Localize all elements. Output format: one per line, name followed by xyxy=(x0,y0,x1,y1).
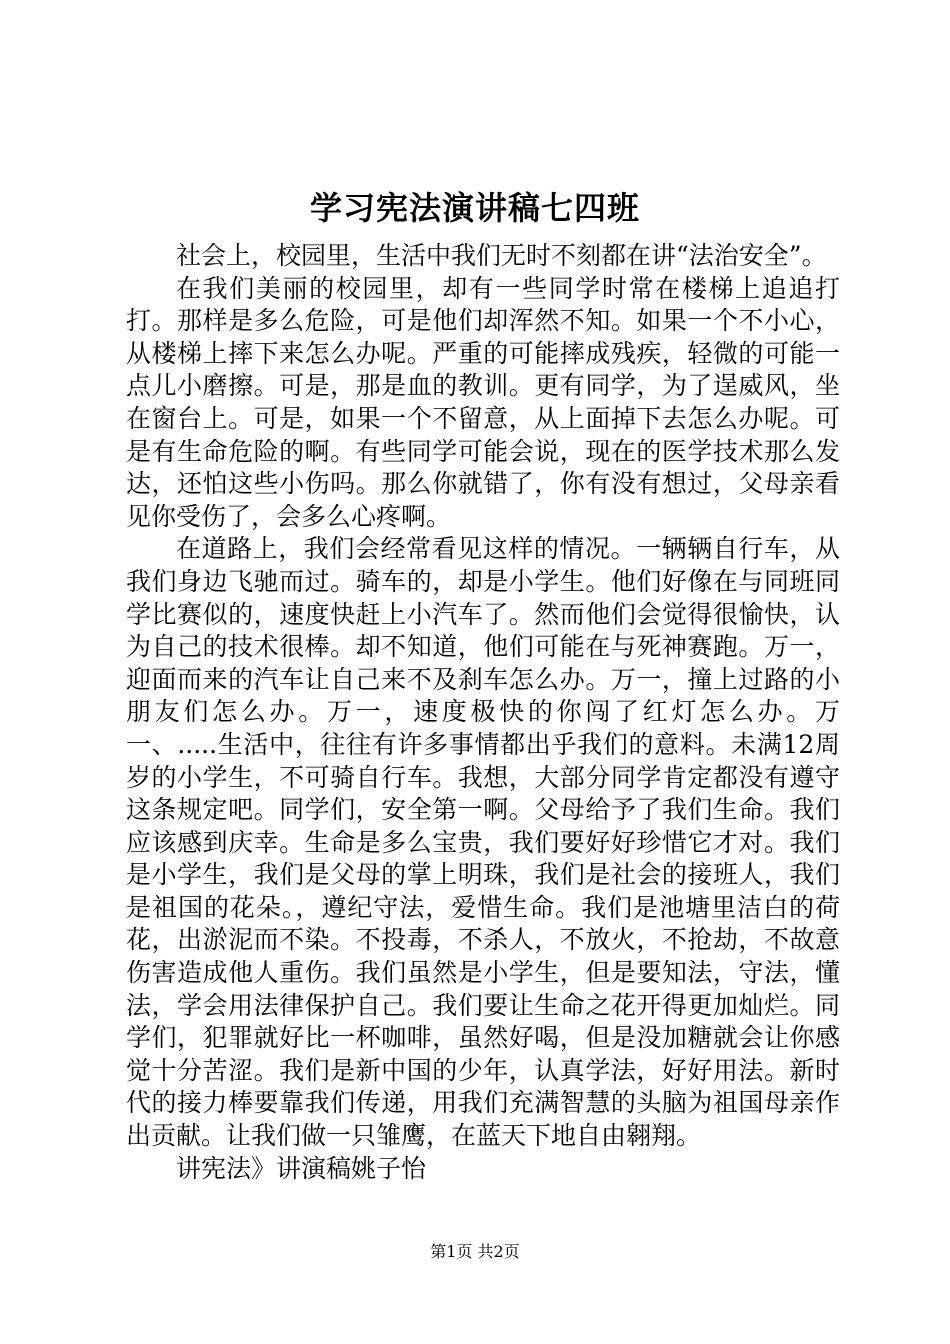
paragraph: 社会上，校园里，生活中我们无时不刻都在讲“法治安全”。 xyxy=(176,241,827,270)
paragraph: 在道路上，我们会经常看见这样的情况。一辆辆自行车，从我们身边飞驰而过。骑车的，却是小学生。他们好像在与同班同学比赛似的，速度快赶上小汽车了。然而他们会觉得很愉快，认为自己的技术很棒。却不知道，他们可能在与死神赛跑。万一，迎面而来的汽车让自己来不及刹车怎么办。万一，撞上过路的小朋友们怎么办。万一，速度极快的你闯了红灯怎么办。万一、.....生活中，往往有许多事情都出乎我们的意料。未满12周岁的小学生，不可骑自行车。我想，大部分同学肯定都没有遵守这条规定吧。同学们，安全第一啊。父母给予了我们生命。我们应该感到庆幸。生命是多么宝贵，我们要好好珍惜它才对。我们是小学生，我们是父母的掌上明珠，我们是社会的接班人，我们是祖国的花朵。，遵纪守法，爱惜生命。我们是池塘里洁白的荷花，出淤泥而不染。不投毒，不杀人，不放火，不抢劫，不故意伤害造成他人重伤。我们虽然是小学生，但是要知法，守法，懂法，学会用法律保护自己。我们要让生命之花开得更加灿烂。同学们，犯罪就好比一杯咖啡，虽然好喝，但是没加糖就会让你感觉十分苦涩。我们是新中国的少年，认真学法，好好用法。新时代的接力棒要靠我们传递，用我们充满智慧的头脑为祖国母亲作出贡献。让我们做一只雏鹰，在蓝天下地自由翱翔。 xyxy=(126,534,840,1151)
document-title: 学习宪法演讲稿七四班 xyxy=(309,189,640,227)
paragraph: 讲宪法》讲演稿姚子怡 xyxy=(176,1153,427,1183)
page-number-footer: 第1页 共2页 xyxy=(430,1242,520,1261)
paragraph: 在我们美丽的校园里，却有一些同学时常在楼梯上追追打打。那样是多么危险，可是他们却浑然不知。如果一个不小心，从楼梯上摔下来怎么办呢。严重的可能摔成残疾，轻微的可能一点儿小磨擦。可是，那是血的教训。更有同学，为了逞威风，坐在窗台上。可是，如果一个不留意，从上面掉下去怎么办呢。可是有生命危险的啊。有些同学可能会说，现在的医学技术那么发达，还怕这些小伤吗。那么你就错了，你有没有想过，父母亲看见你受伤了，会多么心疼啊。 xyxy=(126,273,840,531)
document-body xyxy=(126,240,840,1185)
